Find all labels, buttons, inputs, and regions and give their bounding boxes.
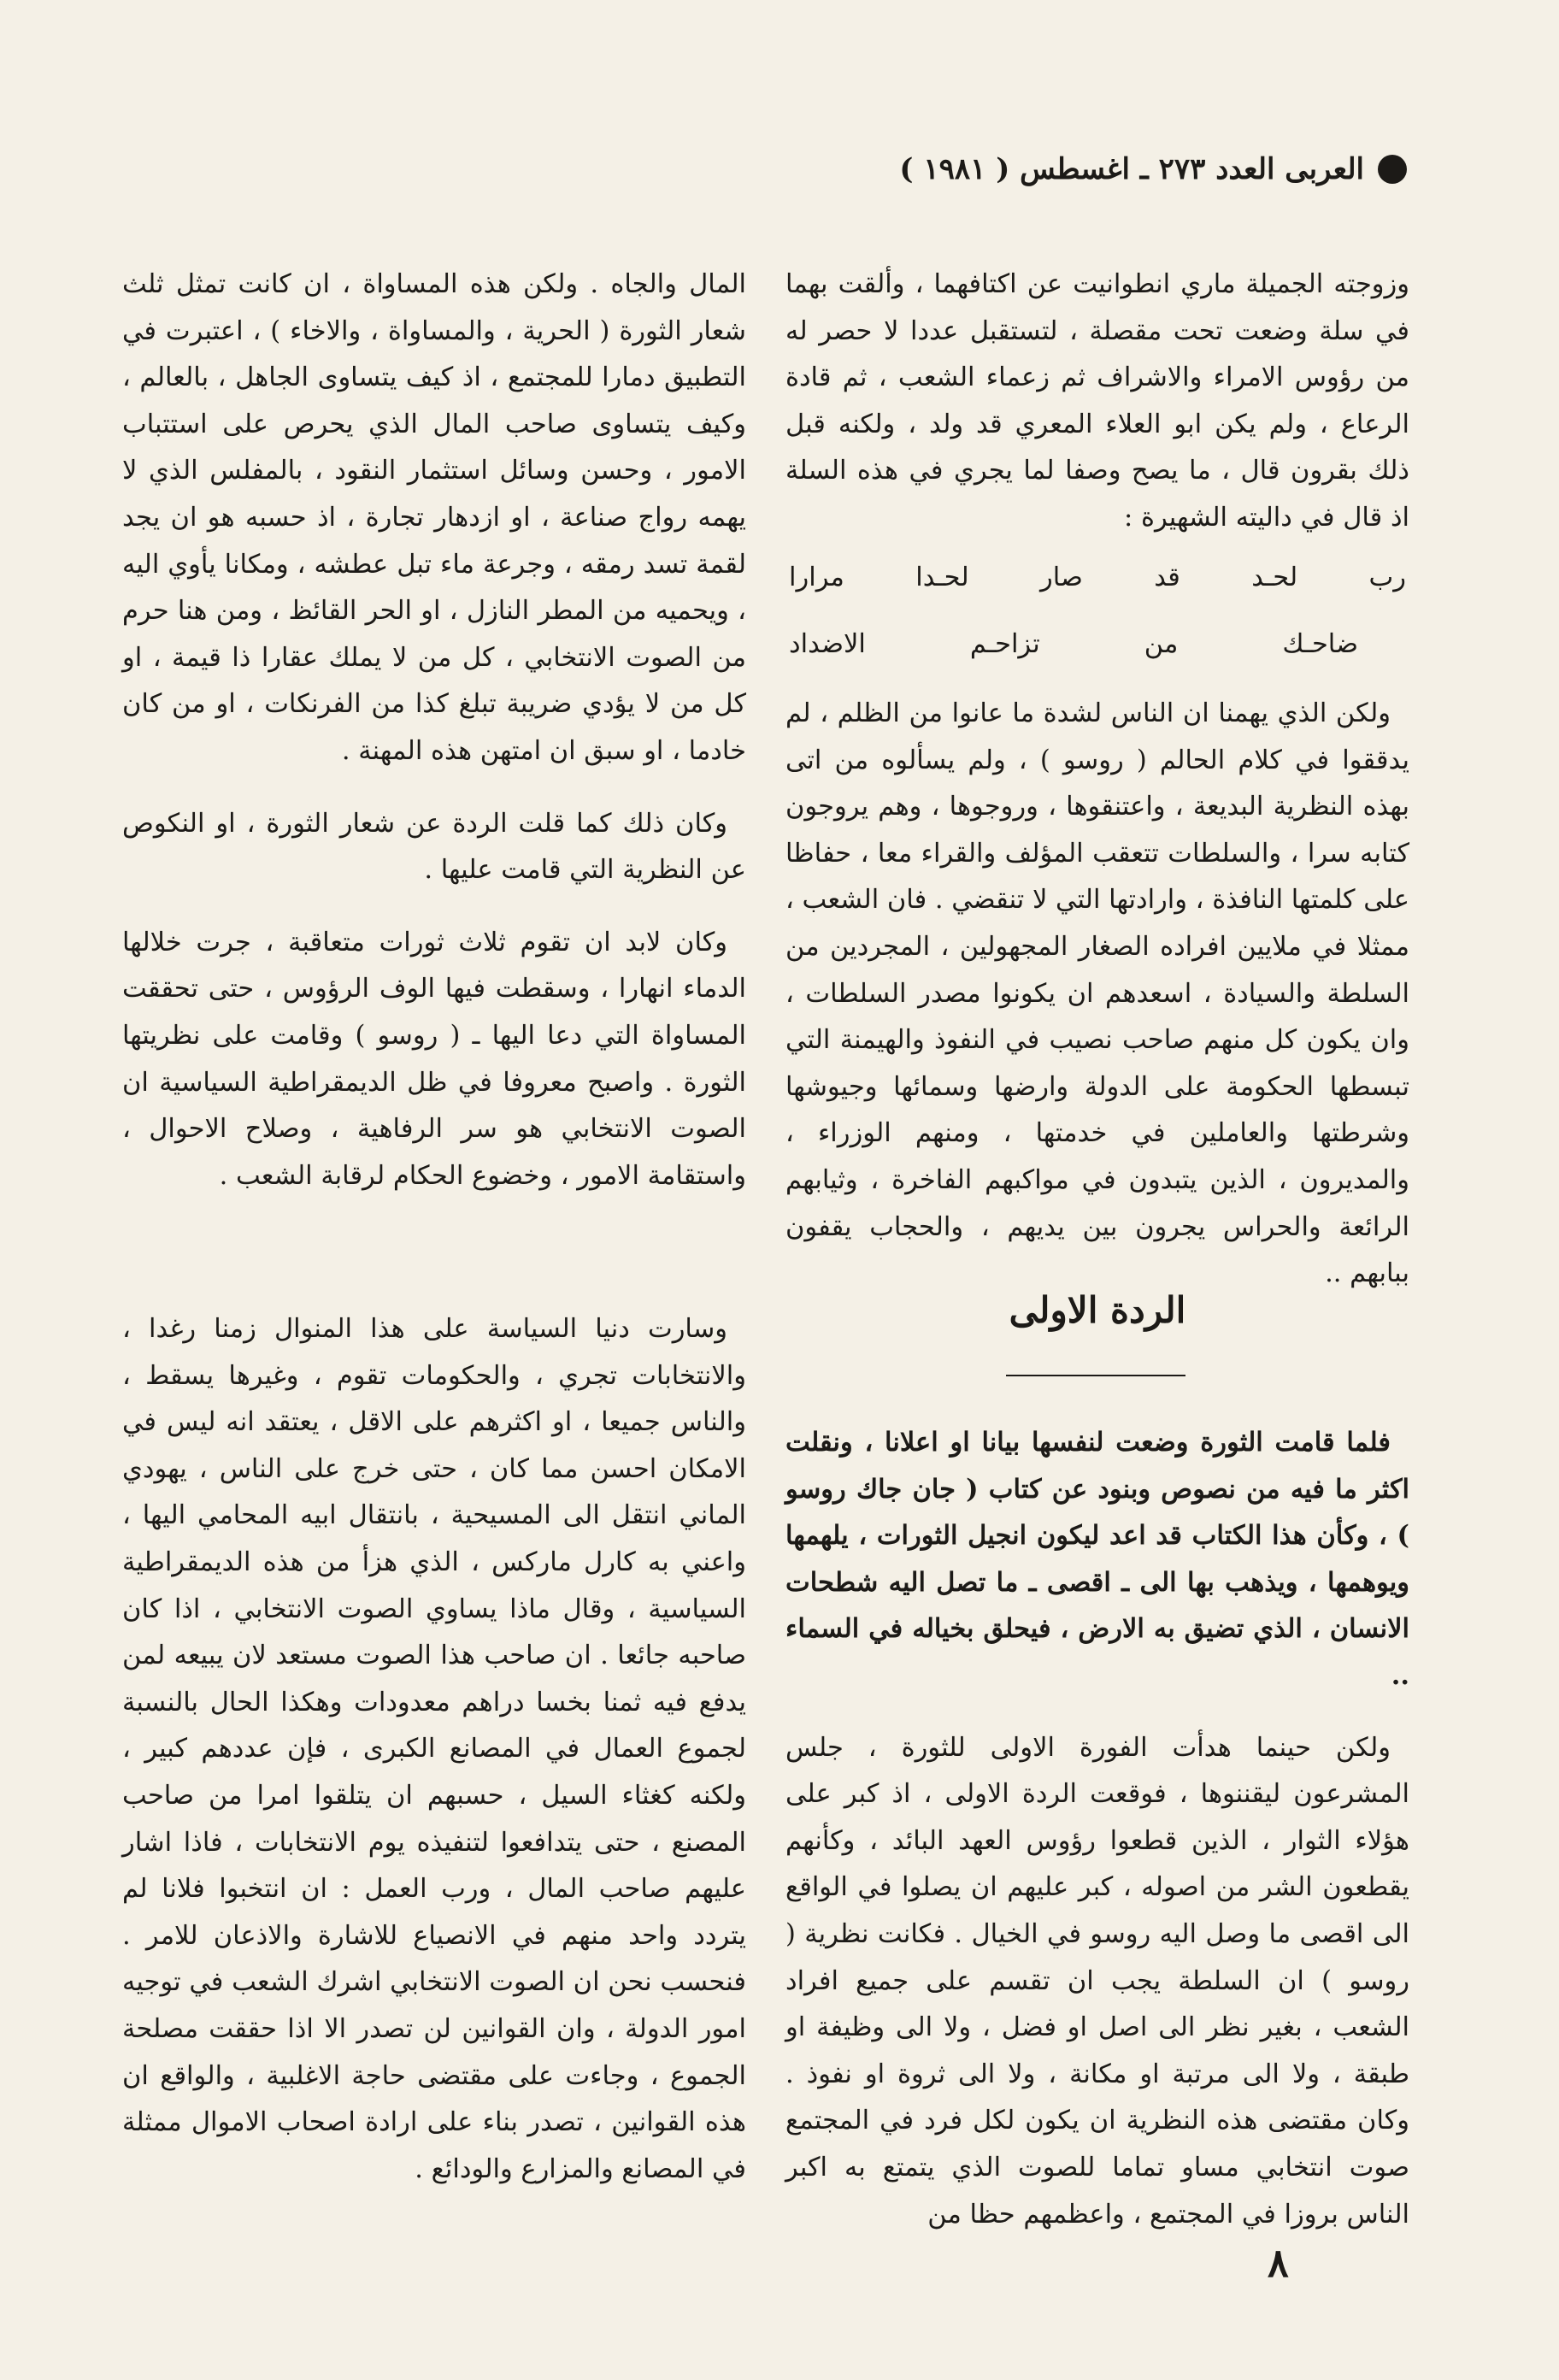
header-bullet-icon	[1378, 155, 1407, 184]
verse-line-2	[785, 621, 1409, 667]
section-title: الردة الاولى	[1009, 1289, 1186, 1331]
right-para-2: ولكن الذي يهمنا ان الناس لشدة ما عانوا من الظلم ، لم يدققوا في كلام الحالم ( روسو ) ، ولم يسألوه من اتى بهذه النظرية البديعة ، واعتنقوها ، وروجوها ، وهم يروجون كتابه سرا ، والسلطات تتعقب المؤلف والقراء معا ، حفاظا على كلمتها النافذة ، وارادتها التي لا تنقضي . فان الشعب ، ممثلا في ملايين افراده الصغار المجهولين ، المجردين من السلطة والسيادة ، اسعدهم ان يكونوا مصدر السلطات ، وان يكون كل منهم صاحب نصيب في النفوذ والهيمنة التي تبسطها الحكومة على الدولة وارضها وسمائها وجيوشها وشرطتها والعاملين في خدمتها ، ومنهم الوزراء ، والمديرون ، الذين يتبدون في مواكبهم الفاخرة ، وثيابهم الرائعة والحراس يجرون بين يديهم ، والحجاب يقفون ببابهم ..	[785, 698, 1409, 1289]
verse2-word: الاضداد	[789, 628, 866, 659]
left-column-bottom	[122, 1306, 746, 2193]
page-header	[899, 152, 1407, 186]
section-title-rule	[1006, 1375, 1185, 1376]
right-para-4: ولكن حينما هدأت الفورة الاولى للثورة ، جلس المشرعون ليقننوها ، فوقعت الردة الاولى ، اذ كبر على هؤلاء الثوار ، الذين قطعوا رؤوس العهد البائد ، وكأنهم يقطعون الشر من اصوله ، كبر عليهم ان يصلوا في الواقع الى اقصى ما وصل اليه روسو في الخيال . فكانت نظرية ( روسو ) ان السلطة يجب ان تقسم على جميع افراد الشعب ، بغير نظر الى اصل او فضل ، ولا الى وظيفة او طبقة ، ولا الى مرتبة او مكانة ، ولا الى ثروة او نفوذ . وكان مقتضى هذه النظرية ان يكون لكل فرد في المجتمع صوت انتخابي مساو تماما للصوت الذي يتمتع به اكبر الناس بروزا في المجتمع ، واعظمهم حظا من	[785, 1732, 1409, 2230]
page-number: ٨	[1268, 2240, 1289, 2286]
right-para-1: وزوجته الجميلة ماري انطوانيت عن اكتافهما ، وألقت بهما في سلة وضعت تحت مقصلة ، لتستقبل عددا لا حصر له من رؤوس الامراء والاشراف ثم زعماء الشعب ، ثم قادة الرعاع ، ولم يكن ابو العلاء المعري قد ولد ، ولكنه قبل ذلك بقرون قال ، ما يصح وصفا لما يجري في هذه السلة اذ قال في داليته الشهيرة :	[785, 269, 1409, 533]
right-para-3: فلما قامت الثورة وضعت لنفسها بيانا او اعلانا ، ونقلت اكثر ما فيه من نصوص وبنود عن كتاب ( جان جاك روسو ) ، وكأن هذا الكتاب قد اعد ليكون انجيل الثورات ، يلهمها ويوهمها ، ويذهب بها الى ـ اقصى ـ ما تصل اليه شطحات الانسان ، الذي تضيق به الارض ، فيحلق بخياله في السماء ..	[785, 1427, 1409, 1691]
verse1-word: صار	[1040, 562, 1083, 592]
verse2-word: ضاحـك	[1282, 628, 1358, 659]
verse1-word: قد	[1154, 562, 1180, 592]
verse-line-1	[785, 554, 1409, 600]
left-para-2: وكان ذلك كما قلت الردة عن شعار الثورة ، او النكوص عن النظرية التي قامت عليها .	[122, 808, 746, 886]
verse1-word: لحـدا	[915, 562, 969, 592]
verse2-word: من	[1144, 628, 1179, 659]
left-column-top	[122, 262, 746, 1199]
verse1-word: مرارا	[789, 562, 844, 592]
right-column-top	[785, 262, 1409, 542]
left-para-3: وكان لابد ان تقوم ثلاث ثورات متعاقبة ، جرت خلالها الدماء انهارا ، وسقطت فيها الوف الرؤوس ، حتى تحققت المساواة التي دعا اليها ـ ( روسو ) وقامت على نظريتها الثورة . واصبح معروفا في ظل الديمقراطية السياسية ان الصوت الانتخابي هو سر الرفاهية ، وصلاح الاحوال ، واستقامة الامور ، وخضوع الحكام لرقابة الشعب .	[122, 927, 746, 1191]
right-column-bottom	[785, 1419, 1409, 2238]
header-text: العربى العدد ٢٧٣ ـ اغسطس ( ١٩٨١ )	[899, 152, 1364, 186]
left-para-4: وسارت دنيا السياسة على هذا المنوال زمنا رغدا ، والانتخابات تجري ، والحكومات تقوم ، وغيرها يسقط ، والناس جميعا ، او اكثرهم على الاقل ، يعتقد انه ليس في الامكان احسن مما كان ، حتى خرج على الناس ، يهودي الماني انتقل الى المسيحية ، بانتقال ابيه المحامي اليها ، واعني به كارل ماركس ، الذي هزأ من هذه الديمقراطية السياسية ، وقال ماذا يساوي الصوت الانتخابي ، اذا كان صاحبه جائعا . ان صاحب هذا الصوت مستعد لان يبيعه لمن يدفع فيه ثمنا بخسا دراهم معدودات وهكذا الحال بالنسبة لجموع العمال في المصانع الكبرى ، فإن عددهم كبير ، ولكنه كغثاء السيل ، حسبهم ان يتلقوا امرا من صاحب المصنع ، حتى يتدافعوا لتنفيذه يوم الانتخابات ، فاذا اشار عليهم صاحب المال ، ورب العمل : ان انتخبوا فلانا لم يتردد واحد منهم في الانصياع للاشارة والاذعان للامر . فنحسب نحن ان الصوت الانتخابي اشرك الشعب في توجيه امور الدولة ، وان القوانين لن تصدر الا اذا حققت مصلحة الجموع ، وجاءت على مقتضى حاجة الاغلبية ، والواقع ان هذه القوانين ، تصدر بناء على ارادة اصحاب الاموال ممثلة في المصانع والمزارع والودائع .	[122, 1314, 746, 2184]
verse1-word: رب	[1368, 562, 1406, 592]
verse1-word: لحـد	[1251, 562, 1298, 592]
left-para-1: المال والجاه . ولكن هذه المساواة ، ان كانت تمثل ثلث شعار الثورة ( الحرية ، والمساواة ، والاخاء ) ، اعتبرت في التطبيق دمارا للمجتمع ، اذ كيف يتساوى الجاهل ، بالعالم ، وكيف يتساوى صاحب المال الذي يحرص على استتباب الامور ، وحسن وسائل استثمار النقود ، بالمفلس الذي لا يهمه رواج صناعة ، او ازدهار تجارة ، اذ حسبه هو ان يجد لقمة تسد رمقه ، وجرعة ماء تبل عطشه ، ومكانا يأوي اليه ، ويحميه من المطر النازل ، او الحر القائظ ، ومن هنا حرم من الصوت الانتخابي ، كل من لا يملك عقارا ذا قيمة ، او كل من لا يؤدي ضريبة تبلغ كذا من الفرنكات ، او من كان خادما ، او سبق ان امتهن هذه المهنة .	[122, 269, 746, 766]
verse2-word: تزاحـم	[969, 628, 1040, 659]
right-column-middle	[785, 691, 1409, 1298]
